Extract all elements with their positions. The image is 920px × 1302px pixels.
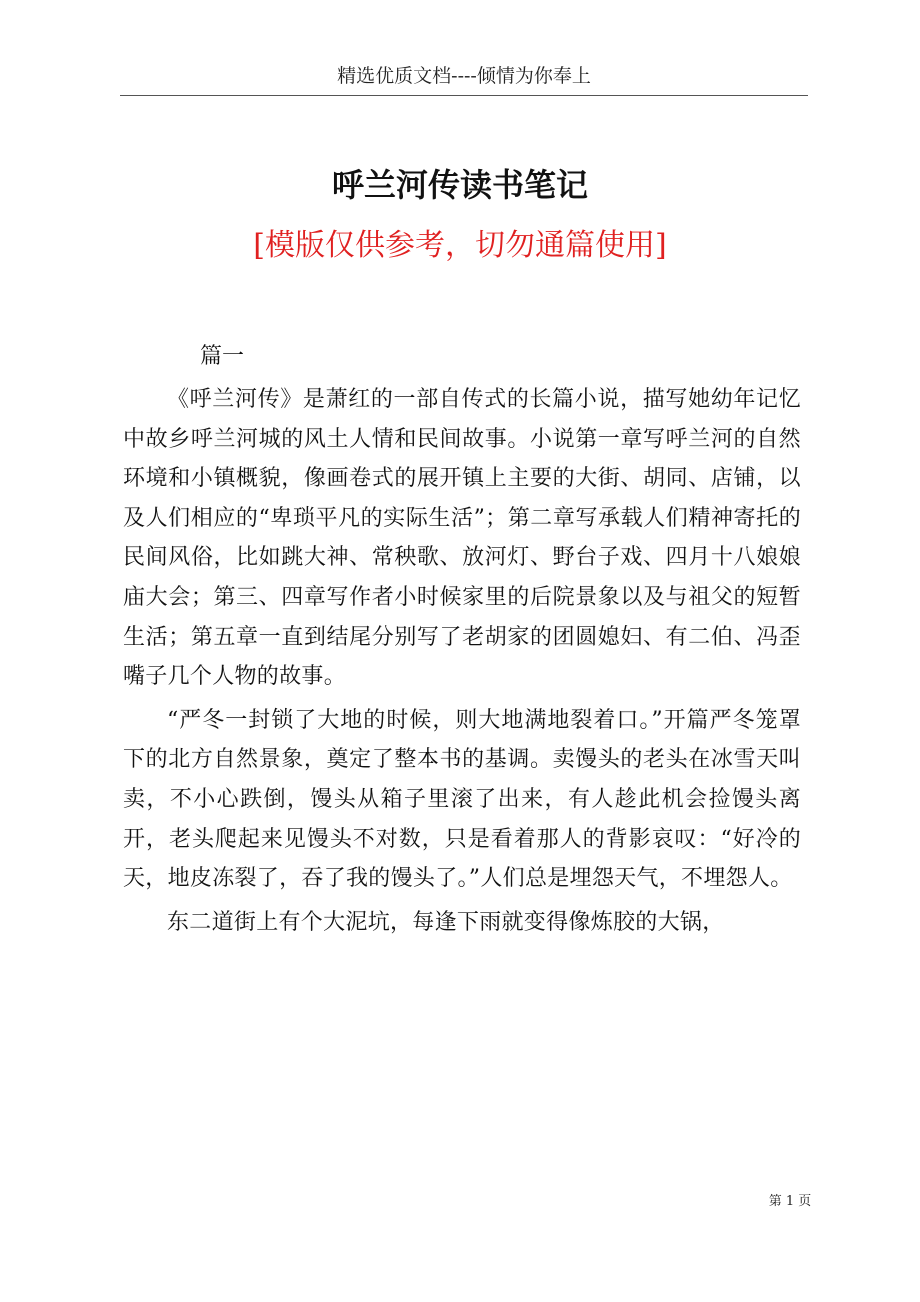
paragraph-3: 东二道街上有个大泥坑，每逢下雨就变得像炼胶的大锅，	[167, 909, 725, 935]
header-divider	[120, 95, 808, 96]
paragraph-2: “严冬一封锁了大地的时候，则大地满地裂着口。”开篇严冬笼罩下的北方自然景象，奠定了整本书的基调。卖馒头的老头在冰雪天叫卖，不小心跌倒，馒头从箱子里滚了出来，有人趁此机会捡馒头离开，老头爬起来见馒头不对数，只是看着那人的背影哀叹：“好冷的天，地皮冻裂了，吞了我的馒头了。”人们总是埋怨天气，不埋怨人。	[123, 707, 801, 892]
document-body	[123, 380, 801, 942]
paragraph-1: 《呼兰河传》是萧红的一部自传式的长篇小说，描写她幼年记忆中故乡呼兰河城的风土人情和民间故事。小说第一章写呼兰河的自然环境和小镇概貌，像画卷式的展开镇上主要的大街、胡同、店铺，以及人们相应的“卑琐平凡的实际生活”；第二章写承载人们精神寄托的民间风俗，比如跳大神、常秧歌、放河灯、野台子戏、四月十八娘娘庙大会；第三、四章写作者小时候家里的后院景象以及与祖父的短暂生活；第五章一直到结尾分别写了老胡家的团圆媳妇、有二伯、冯歪嘴子几个人物的故事。	[123, 387, 801, 690]
page-number: 第 1 页	[768, 1194, 812, 1209]
document-title: 呼兰河传读书笔记	[331, 166, 588, 204]
section-label: 篇一	[200, 344, 245, 369]
document-subtitle: [模版仅供参考，切勿通篇使用]	[253, 228, 667, 263]
page-header: 精选优质文档----倾情为你奉上	[337, 65, 591, 87]
